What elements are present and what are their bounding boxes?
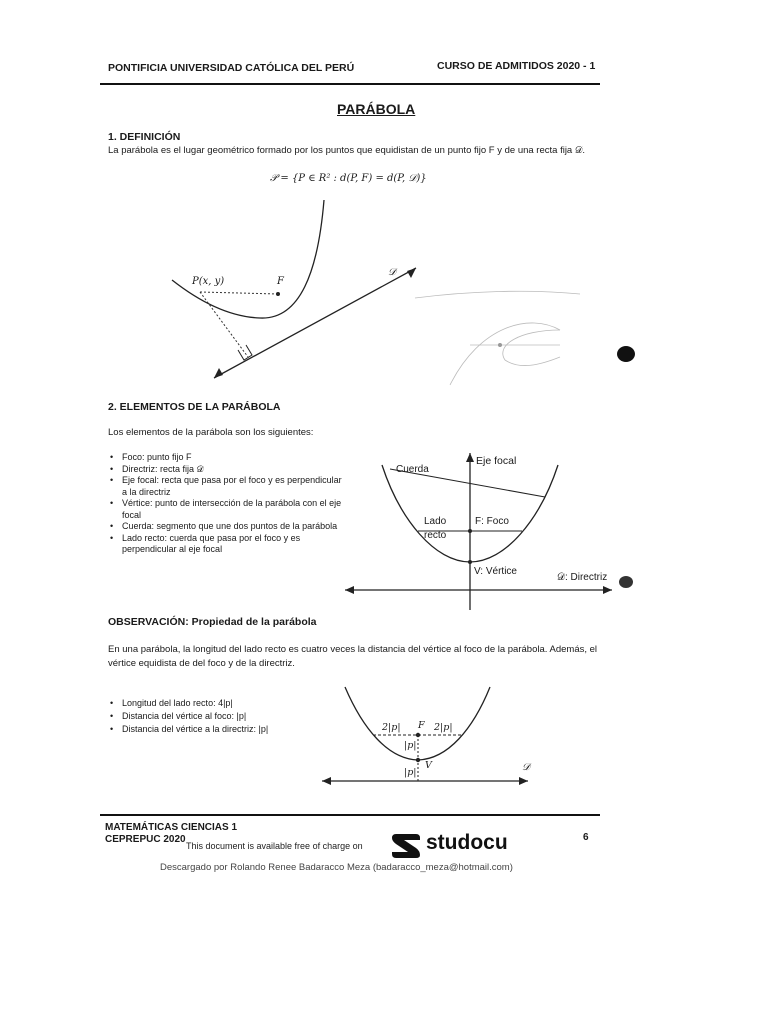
list-item: • Cuerda: segmento que une dos puntos de la parábola xyxy=(122,521,347,533)
p-lower-label: |p| xyxy=(404,767,417,778)
focus-label-3: F xyxy=(418,720,425,731)
page-number: 6 xyxy=(583,832,589,843)
footer-course-line1: MATEMÁTICAS CIENCIAS 1 xyxy=(105,822,238,833)
section-2-heading: 2. ELEMENTOS DE LA PARÁBOLA xyxy=(108,401,281,413)
vertex-label: V: Vértice xyxy=(474,566,517,577)
footer-course-line2: CEPREPUC 2020 xyxy=(105,834,186,845)
directrix-arrow-down xyxy=(214,368,223,378)
list-item: • Eje focal: recta que pasa por el foco y es perpendicular a la directriz xyxy=(122,475,347,498)
list-item: • Distancia del vértice a la directriz: |p| xyxy=(122,723,352,736)
header-university: PONTIFICIA UNIVERSIDAD CATÓLICA DEL PERÚ xyxy=(108,62,355,74)
page-title: PARÁBOLA xyxy=(337,101,416,117)
focal-axis-label: Eje focal xyxy=(476,455,517,467)
observation-text: En una parábola, la longitud del lado recto es cuatro veces la distancia del vértice al foco de la parábola. Además, el vértice equidista de del foco y de la directriz. xyxy=(108,644,598,669)
section-2-intro: Los elementos de la parábola son los siguientes: xyxy=(108,427,314,438)
definition-formula: 𝒫 = {P ∈ R² : d(P, F) = d(P, 𝒟)} xyxy=(270,173,427,184)
elements-figure xyxy=(340,450,620,615)
distance-to-focus xyxy=(200,292,278,294)
focus-point xyxy=(276,292,280,296)
property-list xyxy=(108,697,352,736)
focus-label: F: Foco xyxy=(475,516,509,527)
section-1-text: La parábola es el lugar geométrico formado por los puntos que equidistan de un punto fijo F y de una recta fija 𝒟. xyxy=(108,145,586,156)
distance-to-directrix xyxy=(200,292,248,357)
parabola-curve xyxy=(172,200,324,318)
list-item: • Lado recto: cuerda que pasa por el foco y es perpendicular al eje focal xyxy=(122,533,347,556)
header-course: CURSO DE ADMITIDOS 2020 - 1 xyxy=(437,60,596,72)
point-p-label: P(x, y) xyxy=(192,276,225,287)
definition-figure xyxy=(160,192,450,387)
download-note: Descargado por Rolando Renee Badaracco Meza (badaracco_meza@hotmail.com) xyxy=(160,862,513,873)
directrix-arrow-up xyxy=(407,268,416,278)
left-half-label: 2|p| xyxy=(382,722,401,733)
directrix-d-label: 𝒟 xyxy=(388,267,396,278)
list-item: • Distancia del vértice al foco: |p| xyxy=(122,710,352,723)
studocu-note: This document is available free of charge on xyxy=(186,841,363,851)
pencil-sketch xyxy=(410,285,600,395)
list-item: • Longitud del lado recto: 4|p| xyxy=(122,697,352,710)
right-half-label: 2|p| xyxy=(434,722,453,733)
list-item: • Directriz: recta fija 𝒟 xyxy=(122,464,347,476)
ink-blot xyxy=(614,343,638,365)
footer-rule xyxy=(100,814,600,816)
studocu-brand: studocu xyxy=(426,831,508,854)
vertex-label-3: V xyxy=(425,760,432,771)
property-figure xyxy=(318,684,533,789)
focus-f-label: F xyxy=(277,276,284,287)
observation-heading: OBSERVACIÓN: Propiedad de la parábola xyxy=(108,616,317,628)
elements-list xyxy=(108,452,347,556)
chord-label: Cuerda xyxy=(396,464,429,475)
directrix-label-3: 𝒟 xyxy=(522,762,530,773)
latus-label-1: Lado xyxy=(424,516,447,527)
section-1-heading: 1. DEFINICIÓN xyxy=(108,131,181,143)
studocu-logo-icon xyxy=(390,830,424,860)
ink-blot-2 xyxy=(617,574,635,590)
directrix-line xyxy=(214,268,416,378)
list-item: • Foco: punto fijo F xyxy=(122,452,347,464)
list-item: • Vértice: punto de intersección de la parábola con el eje focal xyxy=(122,498,347,521)
header-rule xyxy=(100,83,600,85)
directrix-label: 𝒟: Directriz xyxy=(557,572,608,583)
latus-label-2: recto xyxy=(424,530,447,541)
p-upper-label: |p| xyxy=(404,740,417,751)
